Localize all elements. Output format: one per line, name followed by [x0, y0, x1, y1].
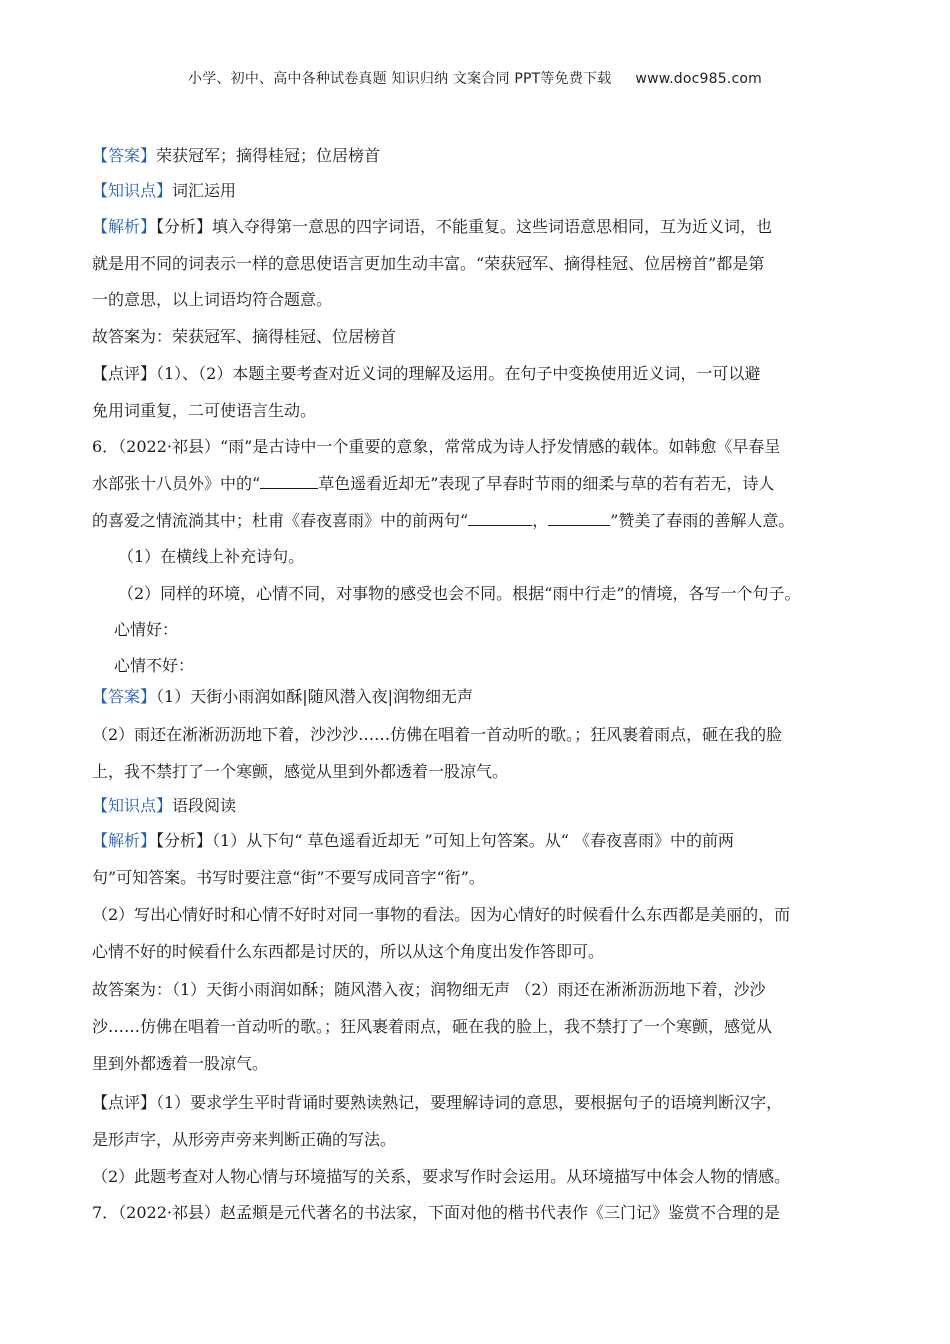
- q6-good-mood-label: 心情好：: [114, 620, 179, 639]
- knowledge-point-text: 词汇运用: [172, 181, 237, 200]
- q6-answer-line-2: （2）雨还在淅淅沥沥地下着，沙沙沙……仿佛在唱着一首动听的歌。；狂风裹着雨点，砸在我的脸: [92, 725, 783, 744]
- q6-answer-line-1: [92, 687, 892, 707]
- q5-answer: [92, 146, 892, 166]
- q6-analysis-line-2: 句”可知答案。书写时要注意“街”不要写成同音字“衔”。: [92, 868, 485, 887]
- poem-blank-3: [548, 511, 610, 526]
- header-text: 小学、初中、高中各种试卷真题 知识归纳 文案合同 PPT等免费下载: [188, 71, 612, 87]
- header-url[interactable]: www.doc985.com: [635, 71, 762, 87]
- knowledge-point-tag: 【知识点】: [92, 796, 173, 815]
- answer-tag: 【答案】: [92, 687, 157, 706]
- q6-analysis-line-3: （2）写出心情好时和心情不好时对同一事物的看法。因为心情好的时候看什么东西都是美丽的，而: [92, 905, 791, 924]
- q6-stem-line-3: [92, 511, 892, 531]
- q6-stem-text-a: 水部张十八员外》中的“: [92, 474, 261, 493]
- analysis-text: 【分析】（1）从下句“ 草色遥看近却无 ”可知上句答案。从“ 《春夜喜雨》中的前两: [156, 831, 734, 850]
- q6-comma: ，: [532, 511, 549, 530]
- q6-stem-text-c: 的喜爱之情流淌其中；杜甫《春夜喜雨》中的前两句“: [92, 511, 469, 530]
- q7-stem-line-1: 7．（2022·祁县）赵孟頫是元代著名的书法家，下面对他的楷书代表作《三门记》鉴赏不合理的是: [92, 1203, 780, 1222]
- page-header: [0, 68, 950, 88]
- q6-stem-text-d: ”赞美了春雨的善解人意。: [610, 511, 795, 530]
- q6-review-line-1: 【点评】（1）要求学生平时背诵时要熟读熟记，要理解诗词的意思，要根据句子的语境判断汉字，: [92, 1093, 783, 1112]
- poem-blank-2: [468, 511, 532, 526]
- analysis-text: 【分析】填入夺得第一意思的四字词语，不能重复。这些词语意思相同，互为近义词，也: [156, 217, 773, 236]
- knowledge-point-text: 语段阅读: [172, 796, 237, 815]
- answer-text: （1）天街小雨润如酥|随风潜入夜|润物细无声: [156, 687, 473, 706]
- q6-bad-mood-label: 心情不好：: [114, 656, 195, 675]
- poem-blank-1: [260, 474, 318, 489]
- q5-analysis-line-1: [92, 217, 892, 237]
- answer-text: 荣获冠军；摘得桂冠；位居榜首: [156, 146, 381, 165]
- q6-final-line-2: 沙……仿佛在唱着一首动听的歌。；狂风裹着雨点，砸在我的脸上，我不禁打了一个寒颤，感觉从: [92, 1017, 773, 1036]
- q6-stem-line-1: 6．（2022·祁县）“雨”是古诗中一个重要的意象，常常成为诗人抒发情感的载体。如韩愈《早春呈: [92, 437, 781, 456]
- analysis-tag: 【解析】: [92, 217, 157, 236]
- q6-final-line-3: 里到外都透着一股凉气。: [92, 1054, 269, 1073]
- q5-review-line-2: 免用词重复，二可使语言生动。: [92, 401, 317, 420]
- q6-stem-text-b: 草色遥看近却无”表现了早春时节雨的细柔与草的若有若无，诗人: [318, 474, 775, 493]
- knowledge-point-tag: 【知识点】: [92, 181, 173, 200]
- q6-answer-line-3: 上，我不禁打了一个寒颤，感觉从里到外都透着一股凉气。: [92, 762, 509, 781]
- q6-review-line-3: （2）此题考查对人物心情与环境描写的关系，要求写作时会运用。从环境描写中体会人物的情感。: [92, 1167, 791, 1186]
- q5-review-line-1: 【点评】（1）、（2）本题主要考查对近义词的理解及运用。在句子中变换使用近义词，一可以避: [92, 364, 761, 383]
- analysis-tag: 【解析】: [92, 831, 157, 850]
- q6-stem-line-2: [92, 474, 892, 494]
- q6-analysis-line-1: [92, 831, 892, 851]
- q6-analysis-line-4: 心情不好的时候看什么东西都是讨厌的，所以从这个角度出发作答即可。: [92, 942, 605, 961]
- q6-knowledge-point: [92, 796, 892, 816]
- q5-analysis-line-2: 就是用不同的词表示一样的意思使语言更加生动丰富。“荣获冠军、摘得桂冠、位居榜首”都是第: [92, 254, 765, 273]
- q5-knowledge-point: [92, 181, 892, 201]
- q5-analysis-line-3: 一的意思，以上词语均符合题意。: [92, 290, 333, 309]
- q5-final-answer: 故答案为：荣获冠军、摘得桂冠、位居榜首: [92, 327, 397, 346]
- q6-subquestion-1: （1）在横线上补充诗句。: [118, 547, 305, 566]
- q6-subquestion-2: （2）同样的环境，心情不同，对事物的感受也会不同。根据“雨中行走”的情境，各写一个句子。: [118, 584, 801, 603]
- q6-review-line-2: 是形声字，从形旁声旁来判断正确的写法。: [92, 1130, 397, 1149]
- answer-tag: 【答案】: [92, 146, 157, 165]
- q6-final-line-1: 故答案为：（1）天街小雨润如酥；随风潜入夜；润物细无声 （2）雨还在淅淅沥沥地下着，沙沙: [92, 980, 766, 999]
